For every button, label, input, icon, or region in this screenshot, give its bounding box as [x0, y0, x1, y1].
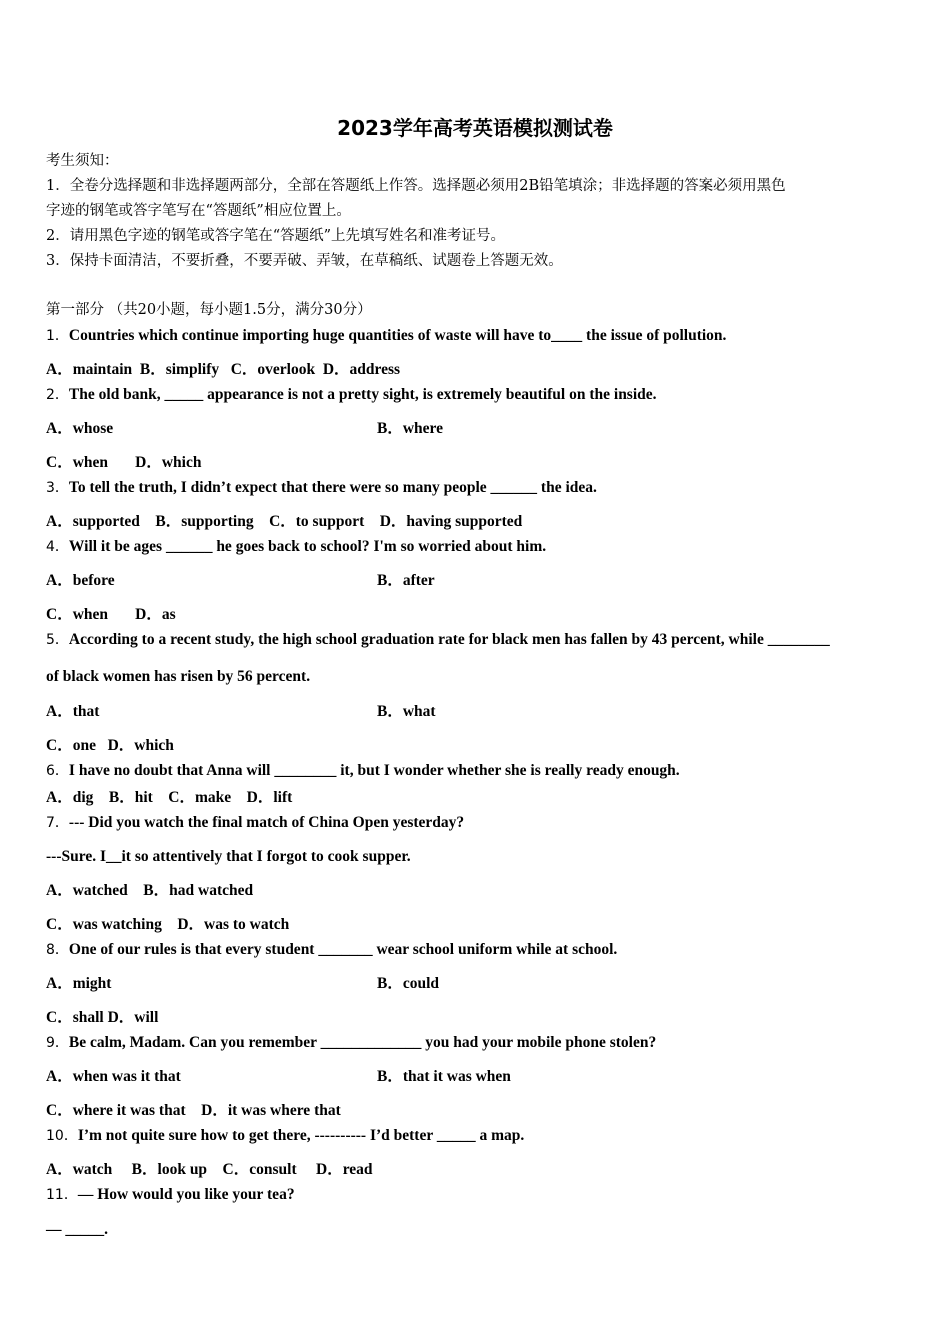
notice-line: 2．请用黑色字迹的钢笔或答字笔在“答题纸”上先填写姓名和准考证号。: [46, 228, 506, 244]
question-7: [46, 813, 464, 833]
option-b: B．what: [377, 703, 436, 720]
question-number: 2．: [46, 387, 69, 403]
question-number: 1．: [46, 328, 69, 344]
question-text: — How would you like your tea?: [77, 1186, 295, 1203]
answer-blank: — _____.: [46, 1221, 108, 1238]
notice-heading: 考生须知：: [46, 153, 119, 169]
question-8: [46, 940, 617, 960]
question-text: Be calm, Madam. Can you remember _____________ you had your mobile phone stolen?: [68, 1034, 657, 1051]
question-number: 4．: [46, 539, 69, 555]
option-b: B．where: [377, 420, 444, 437]
options-cd: C．when D．as: [46, 606, 176, 623]
question-text: Will it be ages ______ he goes back to school? I'm so worried about him.: [68, 538, 547, 555]
question-number: 6．: [46, 763, 69, 779]
option-b: B．that it was when: [377, 1068, 511, 1085]
notice-line: 3．保持卡面清洁，不要折叠，不要弄破、弄皱，在草稿纸、试题卷上答题无效。: [46, 253, 563, 269]
option-a: A．when was it that: [46, 1068, 181, 1085]
option-a: A．might: [46, 975, 112, 992]
question-number: 8．: [46, 942, 69, 958]
question-text: One of our rules is that every student _______ wear school uniform while at school.: [68, 941, 618, 958]
question-text-continued: of black women has risen by 56 percent.: [46, 668, 311, 685]
question-9: [46, 1033, 656, 1053]
page-title: 2023学年高考英语模拟测试卷: [337, 116, 613, 140]
question-text: Countries which continue importing huge quantities of waste will have to____ the issue of pollution.: [68, 327, 727, 344]
question-1: [46, 326, 726, 346]
question-number: 5．: [46, 632, 69, 648]
option-b: B．after: [377, 572, 435, 589]
options-cd: C．where it was that D．it was where that: [46, 1102, 341, 1119]
option-a: A．whose: [46, 420, 114, 437]
options-line: A．watch B．look up C．consult D．read: [46, 1161, 373, 1178]
question-2: [46, 385, 657, 405]
option-a: A．that: [46, 703, 100, 720]
option-b: B．could: [377, 975, 440, 992]
question-number: 10．: [46, 1128, 78, 1144]
question-text: According to a recent study, the high school graduation rate for black men has fallen by 43 percent, while ________: [68, 631, 830, 648]
question-text-continued: ---Sure. I__it so attentively that I forgot to cook supper.: [46, 848, 411, 865]
options-line: A．supported B．supporting C．to support D．having supported: [46, 513, 523, 530]
question-number: 11．: [46, 1187, 78, 1203]
question-text: The old bank, _____ appearance is not a pretty sight, is extremely beautiful on the inside.: [68, 386, 657, 403]
question-5: [46, 630, 830, 650]
question-number: 7．: [46, 815, 69, 831]
question-10: [46, 1126, 524, 1146]
question-text: To tell the truth, I didn’t expect that there were so many people ______ the idea.: [68, 479, 597, 496]
options-ab: A．watched B．had watched: [46, 882, 254, 899]
question-text: --- Did you watch the final match of China Open yesterday?: [68, 814, 465, 831]
options-line: A．dig B．hit C．make D．lift: [46, 789, 293, 806]
question-4: [46, 537, 546, 557]
question-text: I have no doubt that Anna will ________ it, but I wonder whether she is really ready enough.: [68, 762, 680, 779]
options-cd: C．when D．which: [46, 454, 202, 471]
options-cd: C．one D．which: [46, 737, 174, 754]
options-line: A．maintain B．simplify C．overlook D．address: [46, 361, 401, 378]
notice-line: 1．全卷分选择题和非选择题两部分，全部在答题纸上作答。选择题必须用2B铅笔填涂；非选择题的答案必须用黑色: [46, 178, 786, 194]
question-3: [46, 478, 597, 498]
question-number: 9．: [46, 1035, 69, 1051]
notice-line: 字迹的钢笔或答字笔写在“答题纸”相应位置上。: [46, 203, 351, 219]
question-number: 3．: [46, 480, 69, 496]
question-text: I’m not quite sure how to get there, ---------- I’d better _____ a map.: [77, 1127, 525, 1144]
question-6: [46, 761, 680, 781]
option-a: A．before: [46, 572, 115, 589]
section-heading: 第一部分 （共20小题，每小题1.5分，满分30分）: [46, 302, 372, 318]
options-cd: C．shall D．will: [46, 1009, 159, 1026]
options-cd: C．was watching D．was to watch: [46, 916, 290, 933]
question-11: [46, 1185, 295, 1205]
